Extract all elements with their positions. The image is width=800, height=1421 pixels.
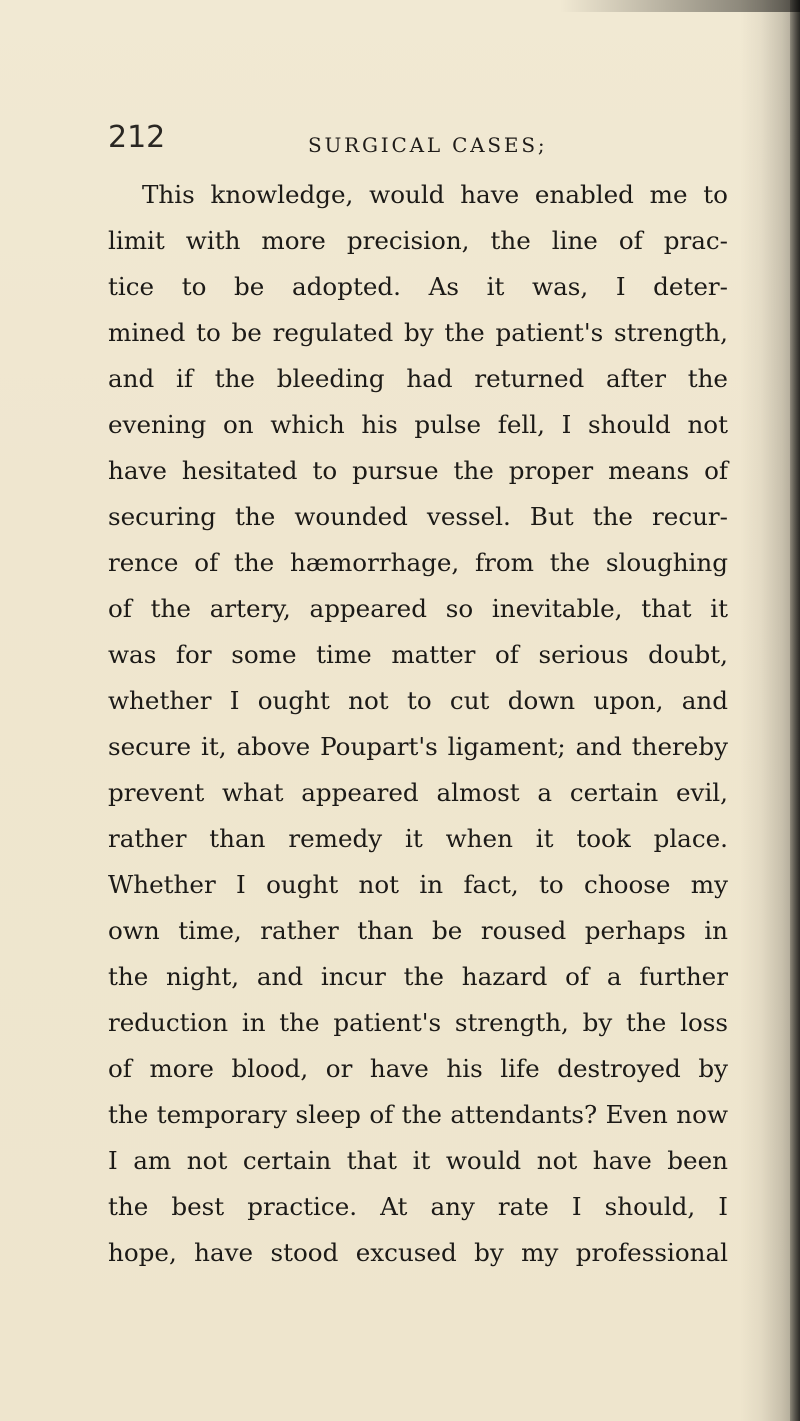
text-line: the temporary sleep of the attendants? Even now — [108, 1100, 728, 1129]
running-head: SURGICAL CASES; — [308, 133, 548, 157]
text-line: tice to be adopted. As it was, I deter- — [108, 272, 728, 301]
text-line: This knowledge, would have enabled me to — [142, 180, 728, 209]
body-text — [108, 172, 728, 1276]
text-line: of more blood, or have his life destroyed by — [108, 1054, 728, 1083]
text-line: secure it, above Poupart's ligament; and thereby — [108, 732, 728, 761]
text-line: I am not certain that it would not have been — [108, 1146, 728, 1175]
text-line: the best practice. At any rate I should, I — [108, 1192, 728, 1221]
text-line: was for some time matter of serious doubt, — [108, 640, 728, 669]
text-line: evening on which his pulse fell, I should not — [108, 410, 728, 439]
text-line: the night, and incur the hazard of a further — [108, 962, 728, 991]
text-line: hope, have stood excused by my professional — [108, 1238, 728, 1267]
text-line: rence of the hæmorrhage, from the sloughing — [108, 548, 728, 577]
text-line: limit with more precision, the line of prac- — [108, 226, 728, 255]
page-number: 212 — [108, 120, 166, 155]
text-line: prevent what appeared almost a certain evil, — [108, 778, 728, 807]
text-line: Whether I ought not in fact, to choose my — [108, 870, 728, 899]
text-line: own time, rather than be roused perhaps in — [108, 916, 728, 945]
text-line: securing the wounded vessel. But the recur- — [108, 502, 728, 531]
top-edge-shadow — [560, 0, 800, 12]
text-line: have hesitated to pursue the proper means of — [108, 456, 728, 485]
page-binding-edge — [790, 0, 800, 1421]
text-line: and if the bleeding had returned after the — [108, 364, 728, 393]
page-header — [108, 118, 668, 168]
text-line: whether I ought not to cut down upon, and — [108, 686, 728, 715]
text-line: of the artery, appeared so inevitable, that it — [108, 594, 728, 623]
text-line: mined to be regulated by the patient's strength, — [108, 318, 728, 347]
text-line: reduction in the patient's strength, by the loss — [108, 1008, 728, 1037]
text-line: rather than remedy it when it took place. — [108, 824, 728, 853]
